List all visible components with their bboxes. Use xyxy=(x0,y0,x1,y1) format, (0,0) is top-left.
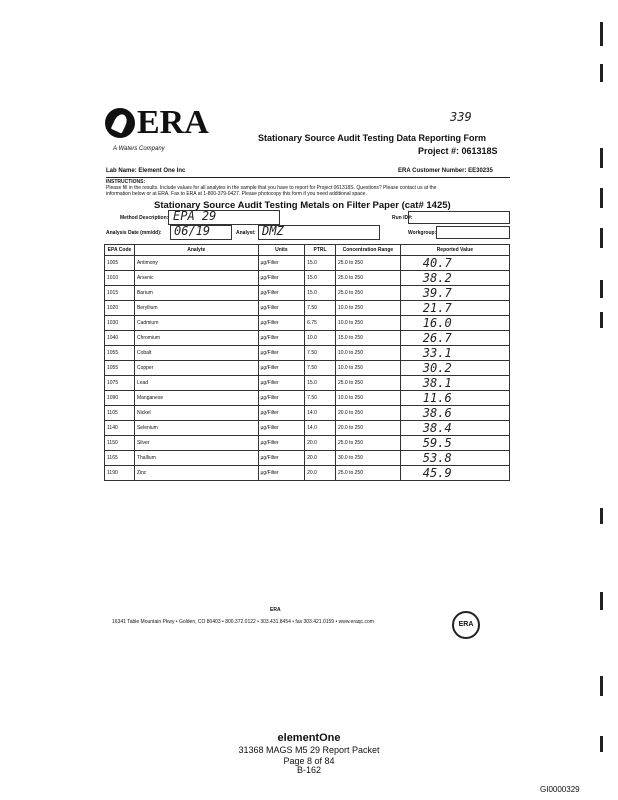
row-units: µg/Filter xyxy=(258,361,305,376)
metals-form-title: Stationary Source Audit Testing Metals on Filter Paper (cat# 1425) xyxy=(154,200,451,211)
row-ptrl: 15.0 xyxy=(305,271,336,286)
row-reported-value[interactable]: 16.0 xyxy=(400,316,509,331)
row-range: 10.0 to 250 xyxy=(335,391,400,406)
row-ptrl: 7.50 xyxy=(305,301,336,316)
row-ptrl: 15.0 xyxy=(305,286,336,301)
scan-margin-mark xyxy=(600,280,603,298)
table-row xyxy=(105,286,510,301)
row-code: 1030 xyxy=(105,316,135,331)
row-units: µg/Filter xyxy=(258,331,305,346)
accreditation-seal-icon xyxy=(452,611,480,639)
row-units: µg/Filter xyxy=(258,346,305,361)
col-ptrl: PTRL xyxy=(305,245,336,256)
row-code: 1090 xyxy=(105,391,135,406)
table-row xyxy=(105,451,510,466)
row-units: µg/Filter xyxy=(258,466,305,481)
era-logo-text: ERA xyxy=(137,104,209,141)
method-field[interactable] xyxy=(168,210,280,225)
row-units: µg/Filter xyxy=(258,421,305,436)
analysis-date-value: 06/19 xyxy=(174,224,211,238)
row-reported-value[interactable]: 39.7 xyxy=(400,286,509,301)
row-reported-value[interactable]: 38.1 xyxy=(400,376,509,391)
row-units: µg/Filter xyxy=(258,286,305,301)
table-row xyxy=(105,376,510,391)
page-stamp: B-162 xyxy=(296,765,322,775)
run-id-label: Run ID#: xyxy=(392,215,413,221)
row-analyte: Manganese xyxy=(134,391,258,406)
row-code: 1165 xyxy=(105,451,135,466)
row-analyte: Thallium xyxy=(134,451,258,466)
project-number: Project #: 061318S xyxy=(418,146,498,156)
table-row xyxy=(105,331,510,346)
row-units: µg/Filter xyxy=(258,256,305,271)
instructions-text-2: information below or at ERA. Fax to ERA at 1-800-379-0427. Please photocopy this form if you need additional space. xyxy=(106,191,367,197)
row-code: 1150 xyxy=(105,436,135,451)
table-header-row xyxy=(105,245,510,256)
row-analyte: Nickel xyxy=(134,406,258,421)
row-analyte: Cadmium xyxy=(134,316,258,331)
analyst-field[interactable] xyxy=(258,225,380,240)
table-row xyxy=(105,421,510,436)
row-units: µg/Filter xyxy=(258,436,305,451)
row-reported-value[interactable]: 26.7 xyxy=(400,331,509,346)
table-row xyxy=(105,406,510,421)
scan-margin-mark xyxy=(600,592,603,610)
form-title: Stationary Source Audit Testing Data Reporting Form xyxy=(258,133,487,143)
row-code: 1190 xyxy=(105,466,135,481)
row-code: 1055 xyxy=(105,361,135,376)
scan-margin-mark xyxy=(600,148,603,168)
row-range: 10.0 to 250 xyxy=(335,316,400,331)
workgroup-field[interactable] xyxy=(436,226,510,239)
row-analyte: Selenium xyxy=(134,421,258,436)
row-range: 10.0 to 250 xyxy=(335,361,400,376)
row-ptrl: 20.0 xyxy=(305,436,336,451)
row-ptrl: 7.50 xyxy=(305,346,336,361)
row-units: µg/Filter xyxy=(258,316,305,331)
row-code: 1015 xyxy=(105,286,135,301)
table-row xyxy=(105,271,510,286)
row-range: 30.0 to 250 xyxy=(335,451,400,466)
row-reported-value[interactable]: 40.7 xyxy=(400,256,509,271)
row-reported-value[interactable]: 53.8 xyxy=(400,451,509,466)
row-reported-value[interactable]: 11.6 xyxy=(400,391,509,406)
element-one-brand: elementOne xyxy=(277,732,341,744)
col-analyte: Analyte xyxy=(134,245,258,256)
col-reported-value: Reported Value xyxy=(400,245,509,256)
logo-subtitle: A Waters Company xyxy=(113,146,165,152)
row-code: 1040 xyxy=(105,331,135,346)
run-id-field[interactable] xyxy=(408,211,510,224)
row-ptrl: 15.0 xyxy=(305,256,336,271)
row-units: µg/Filter xyxy=(258,271,305,286)
table-row xyxy=(105,361,510,376)
row-ptrl: 10.0 xyxy=(305,331,336,346)
row-reported-value[interactable]: 38.2 xyxy=(400,271,509,286)
row-range: 20.0 to 250 xyxy=(335,406,400,421)
col-epa-code: EPA Code xyxy=(105,245,135,256)
method-value: EPA 29 xyxy=(173,209,217,223)
row-analyte: Beryllium xyxy=(134,301,258,316)
row-ptrl: 14.0 xyxy=(305,421,336,436)
row-ptrl: 20.0 xyxy=(305,451,336,466)
row-analyte: Arsenic xyxy=(134,271,258,286)
row-range: 25.0 to 250 xyxy=(335,271,400,286)
row-reported-value[interactable]: 21.7 xyxy=(400,301,509,316)
row-reported-value[interactable]: 33.1 xyxy=(400,346,509,361)
era-small-label: ERA xyxy=(270,607,281,613)
scan-margin-mark xyxy=(600,312,603,328)
analysis-date-field[interactable] xyxy=(170,225,232,240)
row-ptrl: 6.75 xyxy=(305,316,336,331)
metals-table xyxy=(104,244,510,481)
row-ptrl: 7.50 xyxy=(305,361,336,376)
row-code: 1105 xyxy=(105,406,135,421)
row-analyte: Silver xyxy=(134,436,258,451)
row-units: µg/Filter xyxy=(258,406,305,421)
row-range: 25.0 to 250 xyxy=(335,256,400,271)
analyst-value: DMZ xyxy=(262,224,284,238)
lab-name: Lab Name: Element One Inc xyxy=(106,168,186,174)
instructions-heading: INSTRUCTIONS: xyxy=(106,179,146,185)
row-units: µg/Filter xyxy=(258,451,305,466)
era-logo-icon xyxy=(105,108,135,138)
analyst-label: Analyst: xyxy=(236,230,256,236)
row-ptrl: 15.0 xyxy=(305,376,336,391)
row-code: 1020 xyxy=(105,301,135,316)
row-reported-value[interactable]: 45.9 xyxy=(400,466,509,481)
row-ptrl: 7.50 xyxy=(305,391,336,406)
report-packet-label: 31368 MAGS M5 29 Report Packet xyxy=(238,745,380,755)
row-analyte: Barium xyxy=(134,286,258,301)
row-reported-value[interactable]: 38.4 xyxy=(400,421,509,436)
row-units: µg/Filter xyxy=(258,301,305,316)
row-range: 25.0 to 250 xyxy=(335,286,400,301)
scan-margin-mark xyxy=(600,22,603,46)
row-analyte: Lead xyxy=(134,376,258,391)
row-range: 25.0 to 250 xyxy=(335,436,400,451)
row-range: 25.0 to 250 xyxy=(335,466,400,481)
scan-margin-mark xyxy=(600,64,603,82)
row-ptrl: 20.0 xyxy=(305,466,336,481)
scan-margin-mark xyxy=(600,676,603,696)
page-number: Page 8 of 84 xyxy=(283,756,335,766)
era-address: 16341 Table Mountain Pkwy • Golden, CO 80403 • 800.372.0122 • 303.431.8454 • fax 303.421.0159 • www.eraqc.com xyxy=(112,619,374,625)
row-code: 1075 xyxy=(105,376,135,391)
row-analyte: Chromium xyxy=(134,331,258,346)
table-row xyxy=(105,256,510,271)
table-row xyxy=(105,466,510,481)
instructions-text-1: Please fill in the results. Include values for all analytes in the sample that you have to report for Project 061318S. Questions? Please contact us at the xyxy=(106,185,437,191)
row-analyte: Antimony xyxy=(134,256,258,271)
row-range: 10.0 to 250 xyxy=(335,301,400,316)
table-row xyxy=(105,346,510,361)
row-reported-value[interactable]: 38.6 xyxy=(400,406,509,421)
handwritten-number: 339 xyxy=(450,110,472,124)
row-reported-value[interactable]: 30.2 xyxy=(400,361,509,376)
col-concentration-range: Concentration Range xyxy=(335,245,400,256)
method-label: Method Description: xyxy=(120,215,169,221)
table-row xyxy=(105,391,510,406)
row-analyte: Cobalt xyxy=(134,346,258,361)
scan-margin-mark xyxy=(600,508,603,524)
row-range: 15.0 to 250 xyxy=(335,331,400,346)
scan-margin-mark xyxy=(600,736,603,752)
scan-margin-mark xyxy=(600,228,603,248)
table-row xyxy=(105,436,510,451)
row-range: 10.0 to 250 xyxy=(335,346,400,361)
document-id: GI0000329 xyxy=(540,785,580,794)
row-analyte: Zinc xyxy=(134,466,258,481)
seal-text: ERA xyxy=(458,621,474,628)
row-range: 20.0 to 250 xyxy=(335,421,400,436)
row-code: 1140 xyxy=(105,421,135,436)
row-units: µg/Filter xyxy=(258,376,305,391)
analysis-date-label: Analysis Date (mm/dd): xyxy=(106,230,162,236)
row-code: 1010 xyxy=(105,271,135,286)
row-analyte: Copper xyxy=(134,361,258,376)
divider xyxy=(106,177,510,178)
table-row xyxy=(105,316,510,331)
row-units: µg/Filter xyxy=(258,391,305,406)
row-range: 25.0 to 250 xyxy=(335,376,400,391)
scan-margin-mark xyxy=(600,188,603,208)
table-row xyxy=(105,301,510,316)
col-units: Units xyxy=(258,245,305,256)
row-code: 1005 xyxy=(105,256,135,271)
row-ptrl: 14.0 xyxy=(305,406,336,421)
era-customer-number: ERA Customer Number: EE30235 xyxy=(398,168,493,174)
row-reported-value[interactable]: 59.5 xyxy=(400,436,509,451)
row-code: 1055 xyxy=(105,346,135,361)
workgroup-label: Workgroup: xyxy=(408,230,437,236)
